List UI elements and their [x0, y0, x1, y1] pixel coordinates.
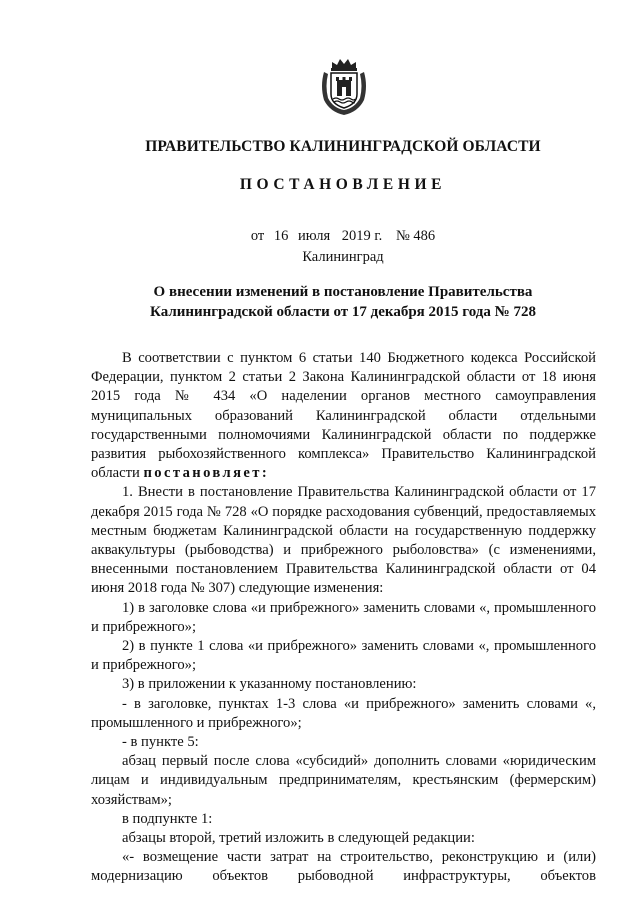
- paragraph-item-1: 1. Внести в постановление Правительства Калининградской области от 17 декабря 2015 года № 728 «О порядке расходования субвенций, предоставляемых местным бюджетам Калининградской области на государственную поддержку аквакультуры (рыбоводства) и прибрежного рыболовства» (с изменениями, внесенными постановлением Правительства Калининградской области от 04 июня 2018 года № 307) следующие изменения:: [91, 484, 596, 597]
- paragraph-subitem-2: 2) в пункте 1 слова «и прибрежного» заменить словами «, промышленного и прибрежного»;: [91, 638, 596, 674]
- document-number: № 486: [395, 228, 436, 244]
- preamble-text: В соответствии с пунктом 6 статьи 140 Бюджетного кодекса Российской Федерации, пунктом 2 статьи 2 Закона Калининградской области от 18 июня 2015 года № 434 «О наделении органов местного самоуправления муниципальных образований Калининградской области отдельными государственными полномочиями Калининградской области по поддержке развития рыбохозяйственного комплекса» Правительство Калининградской области: [91, 350, 596, 482]
- document-type-title: ПОСТАНОВЛЕНИЕ: [239, 176, 447, 193]
- date-prefix: от: [250, 228, 265, 244]
- subject-line-1: О внесении изменений в постановление Правительства: [153, 284, 533, 300]
- document-city: Калининград: [302, 249, 384, 265]
- paragraph-preamble: [91, 349, 596, 483]
- paragraph-quote-start: «- возмещение части затрат на строительство, реконструкцию и (или) модернизацию объектов рыбоводной инфраструктуры, объектов: [91, 849, 596, 885]
- date-day: 16: [273, 228, 289, 244]
- preamble-resolves: постановляет:: [143, 465, 270, 482]
- document-date-line: [90, 228, 596, 245]
- paragraph-subpoint-1: в подпункте 1:: [122, 810, 213, 827]
- date-year: 2019 г.: [341, 228, 383, 244]
- paragraph-subitem-1: 1) в заголовке слова «и прибрежного» заменить словами «, промышленного и прибрежного»;: [91, 599, 596, 635]
- subject-line-2: Калининградской области от 17 декабря 2015 года № 728: [150, 304, 536, 320]
- paragraph-dash-title: - в заголовке, пунктах 1-3 слова «и прибрежного» заменить словами «, промышленного и прибрежного»;: [91, 695, 596, 731]
- document-body: [91, 349, 596, 887]
- paragraph-abzacs: абзацы второй, третий изложить в следующей редакции:: [122, 830, 475, 847]
- government-title: ПРАВИТЕЛЬСТВО КАЛИНИНГРАДСКОЙ ОБЛАСТИ: [145, 138, 541, 155]
- paragraph-dash-item-5: - в пункте 5:: [122, 734, 199, 751]
- date-month: июля: [297, 228, 331, 244]
- coat-of-arms-emblem: [318, 56, 370, 116]
- document-subject: [90, 282, 596, 322]
- paragraph-first-abzac: абзац первый после слова «субсидий» дополнить словами «юридическим лицам и индивидуальным предпринимателям, крестьянским (фермерским) хозяйствам»;: [91, 753, 596, 808]
- paragraph-subitem-3: 3) в приложении к указанному постановлению:: [122, 676, 417, 693]
